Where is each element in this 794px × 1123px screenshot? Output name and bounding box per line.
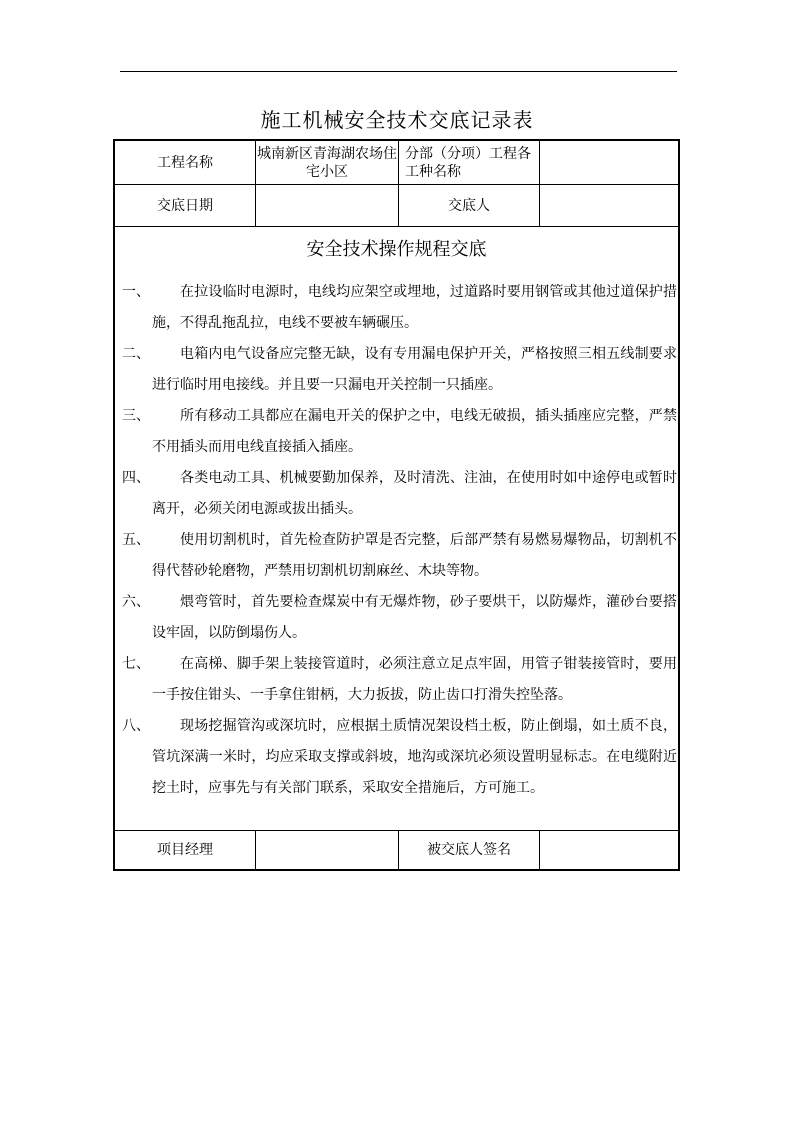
rule-text: 在高梯、脚手架上装接管道时，必须注意立足点牢固，用管子钳装接管时，要用一手按住钳头、一手拿住钳柄，大力扳拔，防止齿口打滑失控坠落。 bbox=[152, 656, 677, 703]
date-value[interactable] bbox=[256, 185, 399, 226]
rule-number: 六、 bbox=[122, 594, 150, 610]
rule-number: 八、 bbox=[122, 718, 150, 734]
project-row bbox=[115, 141, 678, 185]
rule-item bbox=[122, 587, 677, 649]
rule-item bbox=[122, 463, 677, 525]
content-row bbox=[115, 227, 678, 831]
rule-text: 煨弯管时，首先要检查煤炭中有无爆炸物，砂子要烘干，以防爆炸，灌砂台要搭设牢固，以防倒塌伤人。 bbox=[152, 594, 677, 641]
rule-number: 一、 bbox=[122, 284, 150, 300]
disclosure-form bbox=[113, 139, 680, 871]
rule-number: 七、 bbox=[122, 656, 150, 672]
project-name-label: 工程名称 bbox=[115, 141, 256, 184]
manager-signature-field[interactable] bbox=[256, 831, 399, 869]
manager-label: 项目经理 bbox=[115, 831, 256, 869]
rule-item bbox=[122, 649, 677, 711]
rule-item bbox=[122, 339, 677, 401]
subproject-value[interactable] bbox=[540, 141, 678, 184]
subproject-label: 分部（分项）工程各工种名称 bbox=[399, 141, 540, 184]
signer-label: 被交底人签名 bbox=[399, 831, 540, 869]
rule-number: 四、 bbox=[122, 470, 150, 486]
discloser-label: 交底人 bbox=[399, 185, 540, 226]
date-label: 交底日期 bbox=[115, 185, 256, 226]
rule-item bbox=[122, 525, 677, 587]
date-row bbox=[115, 185, 678, 227]
rule-text: 各类电动工具、机械要勤加保养，及时清洗、注油，在使用时如中途停电或暂时离开，必须关闭电源或拔出插头。 bbox=[152, 470, 677, 517]
rule-item bbox=[122, 711, 677, 804]
project-name-value[interactable]: 城南新区青海湖农场住宅小区 bbox=[256, 141, 399, 184]
signature-row bbox=[115, 831, 678, 869]
rule-number: 五、 bbox=[122, 532, 150, 548]
rule-text: 使用切割机时，首先检查防护罩是否完整，后部严禁有易燃易爆物品，切割机不得代替砂轮磨物，严禁用切割机切割麻丝、木块等物。 bbox=[152, 532, 677, 579]
rule-list bbox=[122, 277, 677, 804]
signer-signature-field[interactable] bbox=[540, 831, 678, 869]
rule-item bbox=[122, 401, 677, 463]
rule-text: 在拉设临时电源时，电线均应架空或埋地，过道路时要用钢管或其他过道保护措施，不得乱拖乱拉，电线不要被车辆碾压。 bbox=[152, 284, 677, 331]
rule-text: 所有移动工具都应在漏电开关的保护之中，电线无破损，插头插座应完整，严禁不用插头而用电线直接插入插座。 bbox=[152, 408, 677, 455]
rule-item bbox=[122, 277, 677, 339]
discloser-value[interactable] bbox=[540, 185, 678, 226]
rule-number: 二、 bbox=[122, 346, 150, 362]
rule-number: 三、 bbox=[122, 408, 150, 424]
content-title: 安全技术操作规程交底 bbox=[306, 239, 487, 260]
header-rule bbox=[120, 71, 677, 72]
rule-text: 现场挖掘管沟或深坑时，应根据土质情况架设档土板，防止倒塌，如土质不良，管坑深满一米时，均应采取支撑或斜坡，地沟或深坑必须设置明显标志。在电缆附近挖土时，应事先与有关部门联系，采取安全措施后，方可施工。 bbox=[152, 718, 677, 796]
document-title: 施工机械安全技术交底记录表 bbox=[260, 108, 534, 132]
rule-text: 电箱内电气设备应完整无缺，设有专用漏电保护开关，严格按照三相五线制要求进行临时用电接线。并且要一只漏电开关控制一只插座。 bbox=[152, 346, 677, 393]
